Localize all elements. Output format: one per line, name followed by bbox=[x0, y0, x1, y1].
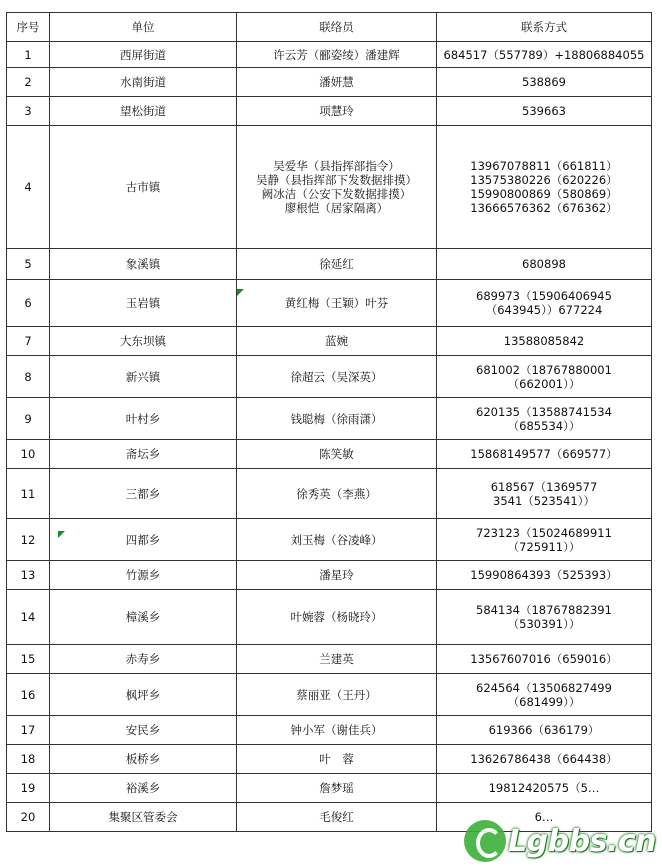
cell-unit: 古市镇 bbox=[50, 126, 237, 249]
cell-contact: 钱聪梅（徐雨潇） bbox=[237, 398, 437, 440]
cell-no: 17 bbox=[7, 716, 50, 745]
cell-no: 16 bbox=[7, 674, 50, 716]
header-phone: 联系方式 bbox=[437, 13, 652, 42]
table-row bbox=[7, 249, 652, 280]
cell-no: 5 bbox=[7, 249, 50, 280]
cell-phone: 620135（13588741534 （685534）） bbox=[437, 398, 652, 440]
cell-phone: 13588085842 bbox=[437, 327, 652, 356]
table-row bbox=[7, 356, 652, 398]
cell-unit: 大东坝镇 bbox=[50, 327, 237, 356]
header-unit: 单位 bbox=[50, 13, 237, 42]
cell-contact: 兰建英 bbox=[237, 645, 437, 674]
cell-no: 8 bbox=[7, 356, 50, 398]
cell-no: 6 bbox=[7, 280, 50, 327]
cell-unit: 三都乡 bbox=[50, 469, 237, 519]
cell-phone: 619366（636179） bbox=[437, 716, 652, 745]
cell-unit: 樟溪乡 bbox=[50, 590, 237, 645]
cell-no: 2 bbox=[7, 68, 50, 97]
cell-contact: 叶 蓉 bbox=[237, 745, 437, 774]
table-row bbox=[7, 561, 652, 590]
table-row bbox=[7, 327, 652, 356]
cell-comment-marker bbox=[58, 531, 65, 538]
cell-contact: 詹梦瑶 bbox=[237, 774, 437, 803]
cell-phone: 723123（15024689911 （725911）） bbox=[437, 519, 652, 561]
cell-no: 19 bbox=[7, 774, 50, 803]
cell-phone: 684517（557789）+18806884055 bbox=[437, 42, 652, 68]
cell-unit: 象溪镇 bbox=[50, 249, 237, 280]
cell-contact: 钟小军（谢佳兵） bbox=[237, 716, 437, 745]
cell-phone: 539663 bbox=[437, 97, 652, 126]
cell-phone: 680898 bbox=[437, 249, 652, 280]
cell-no: 4 bbox=[7, 126, 50, 249]
cell-contact: 徐秀英（李燕） bbox=[237, 469, 437, 519]
cell-unit: 四都乡 bbox=[50, 519, 237, 561]
table-row bbox=[7, 590, 652, 645]
header-contact: 联络员 bbox=[237, 13, 437, 42]
cell-unit: 集聚区管委会 bbox=[50, 803, 237, 832]
cell-phone: 689973（15906406945 （643945））677224 bbox=[437, 280, 652, 327]
cell-unit: 赤寿乡 bbox=[50, 645, 237, 674]
table-row bbox=[7, 674, 652, 716]
cell-phone: 6… bbox=[437, 803, 652, 832]
cell-no: 18 bbox=[7, 745, 50, 774]
cell-contact: 徐超云（吴深英） bbox=[237, 356, 437, 398]
table-row bbox=[7, 68, 652, 97]
cell-no: 20 bbox=[7, 803, 50, 832]
cell-no: 1 bbox=[7, 42, 50, 68]
cell-contact: 许云芳（郦姿绫）潘建辉 bbox=[237, 42, 437, 68]
cell-unit: 斋坛乡 bbox=[50, 440, 237, 469]
cell-phone: 19812420575（5… bbox=[437, 774, 652, 803]
table-row bbox=[7, 774, 652, 803]
watermark-text: Lgbbs.cn bbox=[508, 823, 656, 859]
table-row bbox=[7, 716, 652, 745]
cell-no: 13 bbox=[7, 561, 50, 590]
table-row bbox=[7, 440, 652, 469]
cell-unit: 裕溪乡 bbox=[50, 774, 237, 803]
cell-contact: 徐延红 bbox=[237, 249, 437, 280]
table-row bbox=[7, 745, 652, 774]
cell-phone: 681002（18767880001 （662001）） bbox=[437, 356, 652, 398]
cell-contact: 毛俊红 bbox=[237, 803, 437, 832]
cell-unit: 望松街道 bbox=[50, 97, 237, 126]
table-row bbox=[7, 280, 652, 327]
table-row bbox=[7, 398, 652, 440]
header-no: 序号 bbox=[7, 13, 50, 42]
site-watermark bbox=[464, 820, 656, 862]
table-row bbox=[7, 645, 652, 674]
watermark-logo-icon bbox=[464, 820, 506, 862]
table-header-row bbox=[7, 13, 652, 42]
cell-contact: 项慧玲 bbox=[237, 97, 437, 126]
cell-contact: 黄红梅（王颖）叶芬 bbox=[237, 280, 437, 327]
cell-unit: 玉岩镇 bbox=[50, 280, 237, 327]
table-row bbox=[7, 42, 652, 68]
cell-no: 15 bbox=[7, 645, 50, 674]
cell-unit: 枫坪乡 bbox=[50, 674, 237, 716]
cell-comment-marker bbox=[237, 289, 244, 296]
table-row bbox=[7, 97, 652, 126]
cell-unit: 叶村乡 bbox=[50, 398, 237, 440]
cell-no: 9 bbox=[7, 398, 50, 440]
cell-unit: 新兴镇 bbox=[50, 356, 237, 398]
cell-no: 12 bbox=[7, 519, 50, 561]
cell-phone: 13567607016（659016） bbox=[437, 645, 652, 674]
table-row bbox=[7, 519, 652, 561]
cell-contact: 潘妍慧 bbox=[237, 68, 437, 97]
cell-contact: 刘玉梅（谷凌峰） bbox=[237, 519, 437, 561]
cell-phone: 624564（13506827499 （681499）） bbox=[437, 674, 652, 716]
cell-contact: 潘星玲 bbox=[237, 561, 437, 590]
cell-no: 7 bbox=[7, 327, 50, 356]
cell-no: 11 bbox=[7, 469, 50, 519]
cell-phone: 13967078811（661811） 13575380226（620226） 15990800869（580869） 13666576362（676362） bbox=[437, 126, 652, 249]
cell-no: 3 bbox=[7, 97, 50, 126]
cell-unit: 水南街道 bbox=[50, 68, 237, 97]
cell-phone: 15868149577（669577） bbox=[437, 440, 652, 469]
cell-contact: 陈笑敏 bbox=[237, 440, 437, 469]
cell-contact: 叶婉蓉（杨晓玲） bbox=[237, 590, 437, 645]
cell-contact: 吴爱华（县指挥部指令） 吴静（县指挥部下发数据排摸） 阙冰洁（公安下发数据排摸） 廖根恺（居家隔离） bbox=[237, 126, 437, 249]
cell-unit: 板桥乡 bbox=[50, 745, 237, 774]
cell-phone: 584134（18767882391 （530391）） bbox=[437, 590, 652, 645]
cell-unit: 西屏街道 bbox=[50, 42, 237, 68]
cell-unit: 竹源乡 bbox=[50, 561, 237, 590]
cell-no: 14 bbox=[7, 590, 50, 645]
cell-phone: 15990864393（525393） bbox=[437, 561, 652, 590]
cell-phone: 618567（1369577 3541（523541）） bbox=[437, 469, 652, 519]
table-row bbox=[7, 126, 652, 249]
cell-contact: 蓝婉 bbox=[237, 327, 437, 356]
contact-table bbox=[6, 12, 652, 832]
cell-phone: 13626786438（664438） bbox=[437, 745, 652, 774]
cell-no: 10 bbox=[7, 440, 50, 469]
cell-contact: 蔡丽亚（王丹） bbox=[237, 674, 437, 716]
cell-unit: 安民乡 bbox=[50, 716, 237, 745]
cell-phone: 538869 bbox=[437, 68, 652, 97]
table-row bbox=[7, 469, 652, 519]
